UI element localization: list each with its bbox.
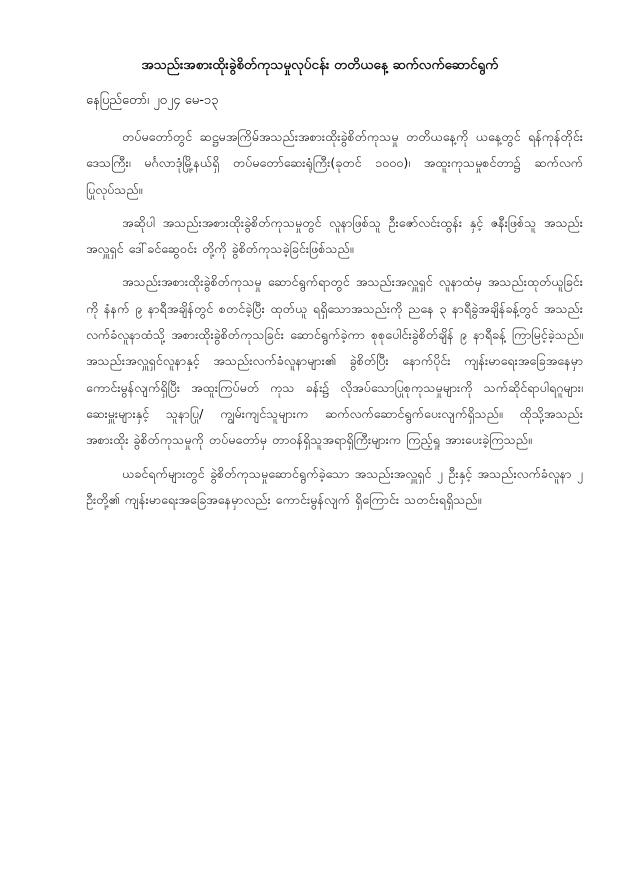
document-title: အသည်းအစားထိုးခွဲစိတ်ကုသမှုလုပ်ငန်း တတိယနေ့ ဆက်လက်ဆောင်ရွက် [141,57,499,73]
paragraph-2: အဆိုပါ အသည်းအစားထိုးခွဲစိတ်ကုသမှုတွင် လူနာဖြစ်သူ ဦးဇော်လင်းထွန်း နှင့် ဇနီးဖြစ်သူ အသည်းအလှူရှင် ဒေါ်ခင်ဆွေဝင်း တို့ကို ခွဲစိတ်ကုသခဲ့ခြင်းဖြစ်သည်။ [86,214,583,257]
paragraph-4: ယခင်ရက်များတွင် ခွဲစိတ်ကုသမှုဆောင်ရွက်ခဲ့သော အသည်းအလှူရှင် ၂ ဦးနှင့် အသည်းလက်ခံလူနာ ၂ ဦးတို့၏ ကျန်းမာရေးအခြေအနေမှာလည်း ကောင်းမွန်လျက် ရှိကြောင်း သတင်းရရှိသည်။ [86,465,583,507]
dateline: နေပြည်တော်၊ ၂၀၂၄ မေ-၁၃ [86,93,219,108]
article-body [86,124,583,520]
paragraph-1: တပ်မတော်တွင် ဆဋ္ဌမအကြိမ်အသည်းအစားထိုးခွဲစိတ်ကုသမှု တတိယနေ့ကို ယနေ့တွင် ရန်ကုန်တိုင်းဒေသကြီး၊ မင်္ဂလာဒုံမြို့နယ်ရှိ တပ်မတော်ဆေးရုံကြီး(ခုတင် ၁၀၀၀)၊ အထူးကုသမှုစင်တာ၌ ဆက်လက်ပြုလုပ်သည်။ [86,129,583,197]
paragraph-3: အသည်းအစားထိုးခွဲစိတ်ကုသမှု ဆောင်ရွက်ရာတွင် အသည်းအလှူရှင် လူနာထံမှ အသည်းထုတ်ယူခြင်းကို နံနက် ၉ နာရီအချိန်တွင် စတင်ခဲ့ပြီး ထုတ်ယူ ရရှိသောအသည်းကို ညနေ ၃ နာရီခွဲအချိန်ခန့်တွင် အသည်းလက်ခံလူနာထံသို့ အစားထိုးခွဲစိတ်ကုသခြင်း ဆောင်ရွက်ခဲ့ကာ စုစုပေါင်းခွဲစိတ်ချိန် ၉ နာရီခန့် ကြာမြင့်ခဲ့သည်။ အသည်းအလှူရှင်လူနာနှင့် အသည်းလက်ခံလူနာများ၏ ခွဲစိတ်ပြီး နောက်ပိုင်း ကျန်းမာရေးအခြေအနေမှာ ကောင်းမွန်လျက်ရှိပြီး အထူးကြပ်မတ် ကုသ ခန်း၌ လိုအပ်သောပြုစုကုသမှုများကို သက်ဆိုင်ရာပါရဂူများ၊ ဆေးမှူးများနှင့် သူနာပြု/ ကျွမ်းကျင်သူများက ဆက်လက်ဆောင်ရွက်ပေးလျက်ရှိသည်။ ထိုသို့အသည်း အစားထိုး ခွဲစိတ်ကုသမှုကို တပ်မတော်မှ တာဝန်ရှိသူအရာရှိကြီးများက ကြည့်ရှု အားပေးခဲ့ကြသည်။ [86,274,583,448]
